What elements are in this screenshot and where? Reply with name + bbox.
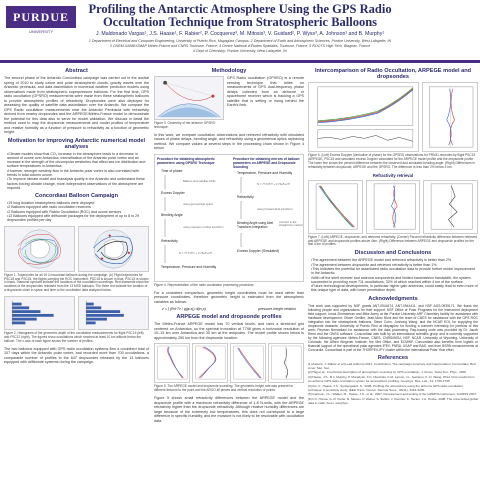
equation-note: pressure-height relation (258, 307, 296, 312)
processing-flowchart (154, 154, 304, 282)
methodology-text-1: GPS Radio occultation (GPSRO) is a remote sensing technique that relies on measurements of GPS dual-frequency phase delays collected from an airborne or spaceborne receiver which is tracking a GPS satellite that is setting or rising behind the Earth's limb. (227, 76, 304, 107)
balloon-campaign-heading: Concordiasi Balloon Campaign (35, 193, 118, 200)
figure-5-caption: Figure 5. The ARPEGE model and dropsonde sounding. The geometric height rate was present for different descent to the point and the ARGO all pieces and vertical resolution of points. (154, 384, 294, 393)
methodology-text-2: In this work, we compare occultation observations and retrieved refractivity with simulated values of phase delays, bending angle, and refractivity using a geometrical optics raytracing method. We compare values at several steps in the processing chain shown in Figure 4 below. (154, 132, 304, 151)
figure-2-caption: Figure 2. Histograms of the geometric depth of the occultation measurements for flight PSC15 (left) and PSC12 (right). The figures show occultations which reached at least 10 km altitude below the balloon. The x-axis of each figure shows the number of profiles. (4, 331, 144, 343)
figure-6-plots (308, 82, 478, 152)
methodology-top (154, 76, 304, 133)
flow-left-step: Refractivity (161, 238, 178, 243)
discussion-item: • The agreement between dropsonde and retrieved refractivity is better than 1%. (311, 263, 478, 267)
flow-right-step: Bending Angle using Abel Transform Integration (237, 220, 274, 229)
balloon-item: • 19 long duration stratospheric balloons were deployed (7, 201, 149, 205)
flow-left-step: Excess Doppler (161, 190, 185, 195)
discussion-item: • This indicates the potential for assimilated radio occultation data to provide further model improvement in the Antarctic. (311, 267, 478, 276)
model-dropsonde-difference-plot (423, 180, 478, 234)
retrieved-refractivity-chart (309, 181, 362, 233)
header-divider (0, 60, 480, 63)
reference-item: [4] Xie, F., Haase, J.S., Syndergaard, S., 2008. Profiling the atmosphere using the airborne GPS radio occultation technique: A sensitivity study. IEEE Trans. Geosci. Remote Sens., 46(11), 3424-3435. (308, 383, 463, 392)
figure-4-caption: Figure 4. Representation of the radio occultation processing procedure. (154, 282, 255, 287)
balloon-list (4, 201, 149, 222)
figure-7-caption: Figure 7. (Left) ARPEGE, dropsonde, and retrieved refractivity. (Center) Percent refractivity difference between retrieved and ARPEGE and dropsonde profiles above 4km. (Right) Difference between ARPEGE and dropsonde profiles for the first 4 km of profiles. (308, 234, 478, 247)
flow-left-note: N = 77.6 P/T + 3.73e5 e/T² (179, 250, 213, 255)
logo-subtitle: UNIVERSITY (28, 29, 53, 34)
equation: z = ∫ (Rd·Tv / g(φ,z)) d(ln p) (162, 307, 206, 312)
flow-right-note: N = 77.6 P/T + 3.73e5 e/T² (257, 181, 291, 186)
column-left (4, 66, 149, 476)
balloon-closing-text: The two balloons equipped with GPS radio occultation systems flew a combined total of 107 days within the Antarctic polar vortex, and recorded more than 700 occultations, a comparable number of profiles to the 647 dropsondes released by the 13 balloons equipped with driftsonde systems during the campaign. (4, 346, 149, 365)
discussion-heading: Discussion and Conclusions (354, 250, 432, 257)
difference-profile (268, 343, 304, 383)
discussion-item: • Future technological developments, in particular higher gain antennas, could easily lead to even more of this unique type of data, with lower penetration depth. (311, 284, 478, 293)
trajectory-map-all (4, 226, 75, 272)
temperature-profile (154, 343, 190, 383)
discussion-list (308, 258, 478, 292)
figure-1-caption: Figure 1. Trajectories for all 19 Concordiasi balloons during the campaign. (b) Flight trajectories for PSC18 and PSC15, the flights carrying the ROC instrument. PSC18 is shown in blue. PSC15 is shown in black. Diamond symbols indicate the locations of the occultation soundings. Red diamonds show the locations of the dropsondes released from the 13 MSD balloons. The three red indicate the location of a dropsonde close in space and time to the occultation data analyzed below. (4, 272, 149, 293)
references-heading: References (377, 354, 409, 361)
occultation-geometry-diagram (155, 77, 223, 119)
affiliation-line-2: 3 CNRM-GAME/GMAP Météo-France and CNRS Toulouse, France; 4 Centre National d'Études Spatiales, Toulouse, France; 5 ROOTS High Tech, Blagnac, France (109, 44, 371, 48)
retrieved-refractivity-plot (308, 180, 363, 234)
flow-left-step: Time of phase (161, 168, 183, 173)
reference-item: [5] Garrison, J.L., Walker, M., Haase, J.S., et al., 2007, Development and testing of the GISMOS instrument, IGARSS 2007. (308, 392, 477, 397)
acknowledgments-heading: Acknowledgments (368, 295, 418, 302)
author-list: J. Maldonado Vargas¹, J.S. Haase¹, F. Rabier², P. Cocquerez³, M. Mitosis³, V. Guidard², P. Wyss³, A. Johnson¹ and B. Murphy¹ (95, 31, 385, 37)
abstract-heading: Abstract (65, 68, 88, 74)
flow-right-title: Procedure for obtaining mirrors of balloon parameters on ARPEGE and Dropsonde Sounding (233, 156, 300, 169)
profile-plot-3 (231, 344, 265, 382)
histogram-psc15 (4, 296, 75, 330)
height-equation (154, 307, 304, 311)
percent-difference-plot (366, 180, 421, 234)
poster-title: Profiling the Antarctic Atmosphere Using the GPS Radio Occultation Technique from Stratospheric Balloons (88, 2, 392, 29)
methodology-text-3: For a consistent comparison, geometric height coordinates must be used rather than pressure coordinates, therefore geometric height is estimated from the atmospheric variables as follows: (154, 290, 304, 304)
motivation-list (4, 152, 149, 191)
model-heading: ARPEGE model and dropsonde profiles (176, 314, 282, 321)
model-dropsonde-difference-chart (424, 181, 477, 233)
antarctic-map-b (79, 227, 148, 271)
flow-right-step: Refractivity (237, 194, 254, 199)
poster-header (0, 0, 480, 62)
reference-item: [6] C.F. Honsa, G. R. Kiefer, R. Mewes, P. Weber, S. Seifert, J. Kienzler, K. Herten, J.A. Hocke, 2008. The unrecorded global data in nadir, Amer. Geophys. (308, 397, 478, 405)
figure-5-discussion: Figure 5 shows small refractivity differences between the ARPEGE model and the dropsonde profile with a maximum refractivity difference of 1.8 N-units, with the ARPEGE refractivity higher than the dropsonde refractivity. Although relative humidity differences are large because of the extremely low temperatures, this does not correspond to a large difference in specific humidity, and the moisture is not likely to be resolvable with occultation data. (154, 396, 304, 423)
balloon-item: • 13 Balloons equipped with driftsonde packages for the deployment of up to 8 to 29 dropsondes profiles per day (7, 214, 149, 223)
flow-right-step: Excess Doppler (Simulated) (237, 248, 280, 253)
excess-doppler-plot (308, 82, 419, 152)
balloon-item: • 2 Balloons equipped with radio occultation receivers (7, 205, 149, 209)
trajectory-map-roc (78, 226, 149, 272)
figure-6-caption: Figure 6. (Left) Excess Doppler (derivative of phase) for the GPSRO observations for PRN31 recorded by flight PSC15 (ARPEGE, PSC15 and simulated excess Doppler calculated for the ARPEGE model profile and the dropsonde profile. The lower line shows the percent difference between the observed and simulated bending angle. (Right) Differences in refractivity between dropsonde, ARPEGE and the GPSRO. The difference is less than 2% below 5 km. (308, 153, 476, 169)
flow-left-note: using geometrical optics (183, 201, 214, 206)
flow-arrows (155, 155, 304, 282)
flow-right-note: using forward Abel transform (257, 206, 293, 211)
flow-left-step: Bending Angle (161, 212, 183, 217)
intercomparison-heading: Intercomparison of Radio Occultation, ARPEGE model and dropsondes (314, 68, 472, 80)
percent-difference-chart (367, 181, 420, 233)
flow-left-note: using inversion of Abel transform (183, 224, 224, 229)
figure-3-block (154, 76, 224, 133)
antarctic-map-a (5, 227, 74, 271)
reference-item: [2] Hajj et al., A technical description of atmospheric sounding by GPS occultation, J. Atmos. Solar-Terr. Phys., 2002 (308, 370, 467, 375)
affiliation-line-3: 6 Dept of Chemistry; Purdue University, West Lafayette, IN (193, 49, 287, 53)
motivation-item: • Climate models show that CO₂ increase in the atmosphere leads to a decrease in amount of ozone over Antarctica, intensification of the Antarctic polar vortex and an increase in the strength of the circumpolar westerlies that affect sea ice distribution and surface temperatures in Antarctica. (7, 152, 149, 169)
reference-item: [1] Zatreck, J. Rabier et al (Lead Authors) 2011. Contribution, The campaign summary and Interpretation: Concordiasi, Bull. Amer. Met. Soc. (308, 361, 477, 370)
excess-doppler-chart (309, 83, 418, 151)
flow-left-title: Procedure for obtaining atmospheric parameters using GPSRO Technique (157, 156, 215, 165)
occultation-geometry (154, 76, 224, 120)
refractivity-profile (230, 343, 266, 383)
abstract-text: The second phase of the Antarctic Concordiasi campaign was carried out in the austral spring of 2010 to study ozone and polar stratospheric clouds, gravity waves over the Antarctic peninsula, and data assimilation in numerical weather prediction models using observations made from stratospheric superpressure balloons. For the first time, GPS radio occultation (GPSRO) measurements were made from these stratospheric balloons to provide atmospheric profiles of refractivity. Dropsondes were also deployed for assessing the quality of satellite data assimilation over the Antarctic. We compare the GPS Radio occultation measurements near the Antarctic Peninsula with refractivity derived from nearby dropsondes and the ARPEGE/Météo-France model to demonstrate the potential for this data also to serve for model validation. We discuss in detail the method used to map the dropsonde measurements and model profiles of temperature and relative humidity as a function of pressure to refractivity as a function of geometric height. (4, 76, 149, 134)
figure-3-caption: Figure 3. Geometry of the airborne GPSRO technique. (154, 121, 216, 129)
flow-right-step: Temperature, Pressure and Humidity (237, 170, 293, 175)
histogram-psc12 (78, 296, 149, 330)
flow-left-step: Temperature, Pressure and Humidity (161, 264, 217, 269)
histogram-left (5, 297, 74, 329)
column-right (308, 66, 478, 476)
refractivity-difference-plot (422, 82, 478, 152)
motivation-item: • However, stronger westerly flow in the Antarctic polar vortex is also correlated with trends in total column ozone. (7, 169, 149, 178)
column-middle (154, 66, 304, 476)
model-text: The Météo-France ARPEGE model has 70 vertical levels, and uses a stretched grid centered on Antarctica, so the spectral truncation at T798 gives a horizontal resolution of 10–15 km over Antarctica and 30 km at the antipodes. The model profile shown below is approximately 250 km from the dropsonde location. (154, 322, 304, 340)
acknowledgments-text: This work was supported by NSF grants ANT-0944474, ANT-0944411, and NSF AGS-0939171. We thank the following people and organizations for their support: NSF Office of Polar Programs for the instrument deployment field support; Ionos Zimmerman and Mike Avery at the Purdue University ARF Chemistry facility for assistance with hardware development; Olivier Grellier, Jean-Marc Nicot and the team of CNES for assistance with the GPS ROC integration into the stratospheric balloons; Steve Cohn, Junhong Wang, and the NCAR EOL for supplying the dropsonde datasets; University of Puerto Rico at Mayagüez for funding a summer internship for portions of this work; Peyman Nemarkani for assistance with the data processing. Ray-tracing code was provided by Dr. Jacob Reed and the GNSS software. Concordiasi was built by an international scientific group and is currently supported by the following agencies: Météo-France, CNES, CNRS/INSU, NSF, NCAR, University of Wyoming, University of Colorado, the Alfred Wegener Institute, the Met Office, and ECMWF. Concordiasi also benefits from logistic or financial support of the operational polar agencies IPEV, PNRA, USAP and BAS, and from BSRN measurements at Concordia. Concordiasi is part of the THORPEX-IPY cluster within the International Polar Year effort. (308, 303, 478, 352)
purdue-logo: PURDUE (6, 6, 76, 28)
figure-5-profiles (154, 343, 304, 383)
balloon-item: • 2 Balloons equipped with Rakbo Occultation (ROC) and ozone sensors (7, 210, 149, 214)
figure-7-plots (308, 180, 478, 234)
refractivity-retrieval-heading: Refractivity retrieval (372, 172, 414, 178)
discussion-item: • The agreement between the ARPEGE model and retrieved refractivity is better than 2%. (311, 258, 478, 262)
profile-plot-2 (193, 344, 227, 382)
histogram-right (79, 297, 148, 329)
motivation-item: • To improve climate model and reanalysis quality in the Antarctic and understand these factors forcing climate change, more independent observations of the atmosphere are required. (7, 177, 149, 190)
figure-1-maps (4, 226, 149, 272)
flow-right-note: Connect to the straight line method (279, 220, 303, 227)
methodology-heading: Methodology (211, 68, 247, 74)
humidity-profile (192, 343, 228, 383)
refractivity-difference-chart (423, 83, 477, 151)
discussion-item: • With off the shelf receiver and antenna components and limited transmission bandwidth, the system succeeded in providing more 711 occultations, 32% of which reached within 4 km of the surface. (311, 276, 478, 285)
motivation-heading: Motivation for improving Antarctic numerical model analyses (7, 137, 146, 150)
profile-plot-4 (269, 344, 303, 382)
profile-plot-1 (155, 344, 189, 382)
flow-left-note: Balloon and satellite orbits (183, 178, 216, 183)
affiliation-line-1: 1 Department of Electrical and Computer Engineering, University of Puerto Rico, Mayagüez Campus; 2 Department of Earth and Atmospheric Sciences, Purdue University, West Lafayette, IN (88, 39, 392, 43)
figure-2-histograms (4, 296, 149, 330)
reference-item: [3] Haase, J.S., B.J. Murphy, P. Muradyan, F.G. Nievinski, K.M. Larson, J.L. Garrison, K.-N. Wang, 2014. First results from an airborne GPS radio occultation system for atmospheric profiling, Geophys. Res. Lett., 41, 1759-1765 (308, 375, 475, 383)
